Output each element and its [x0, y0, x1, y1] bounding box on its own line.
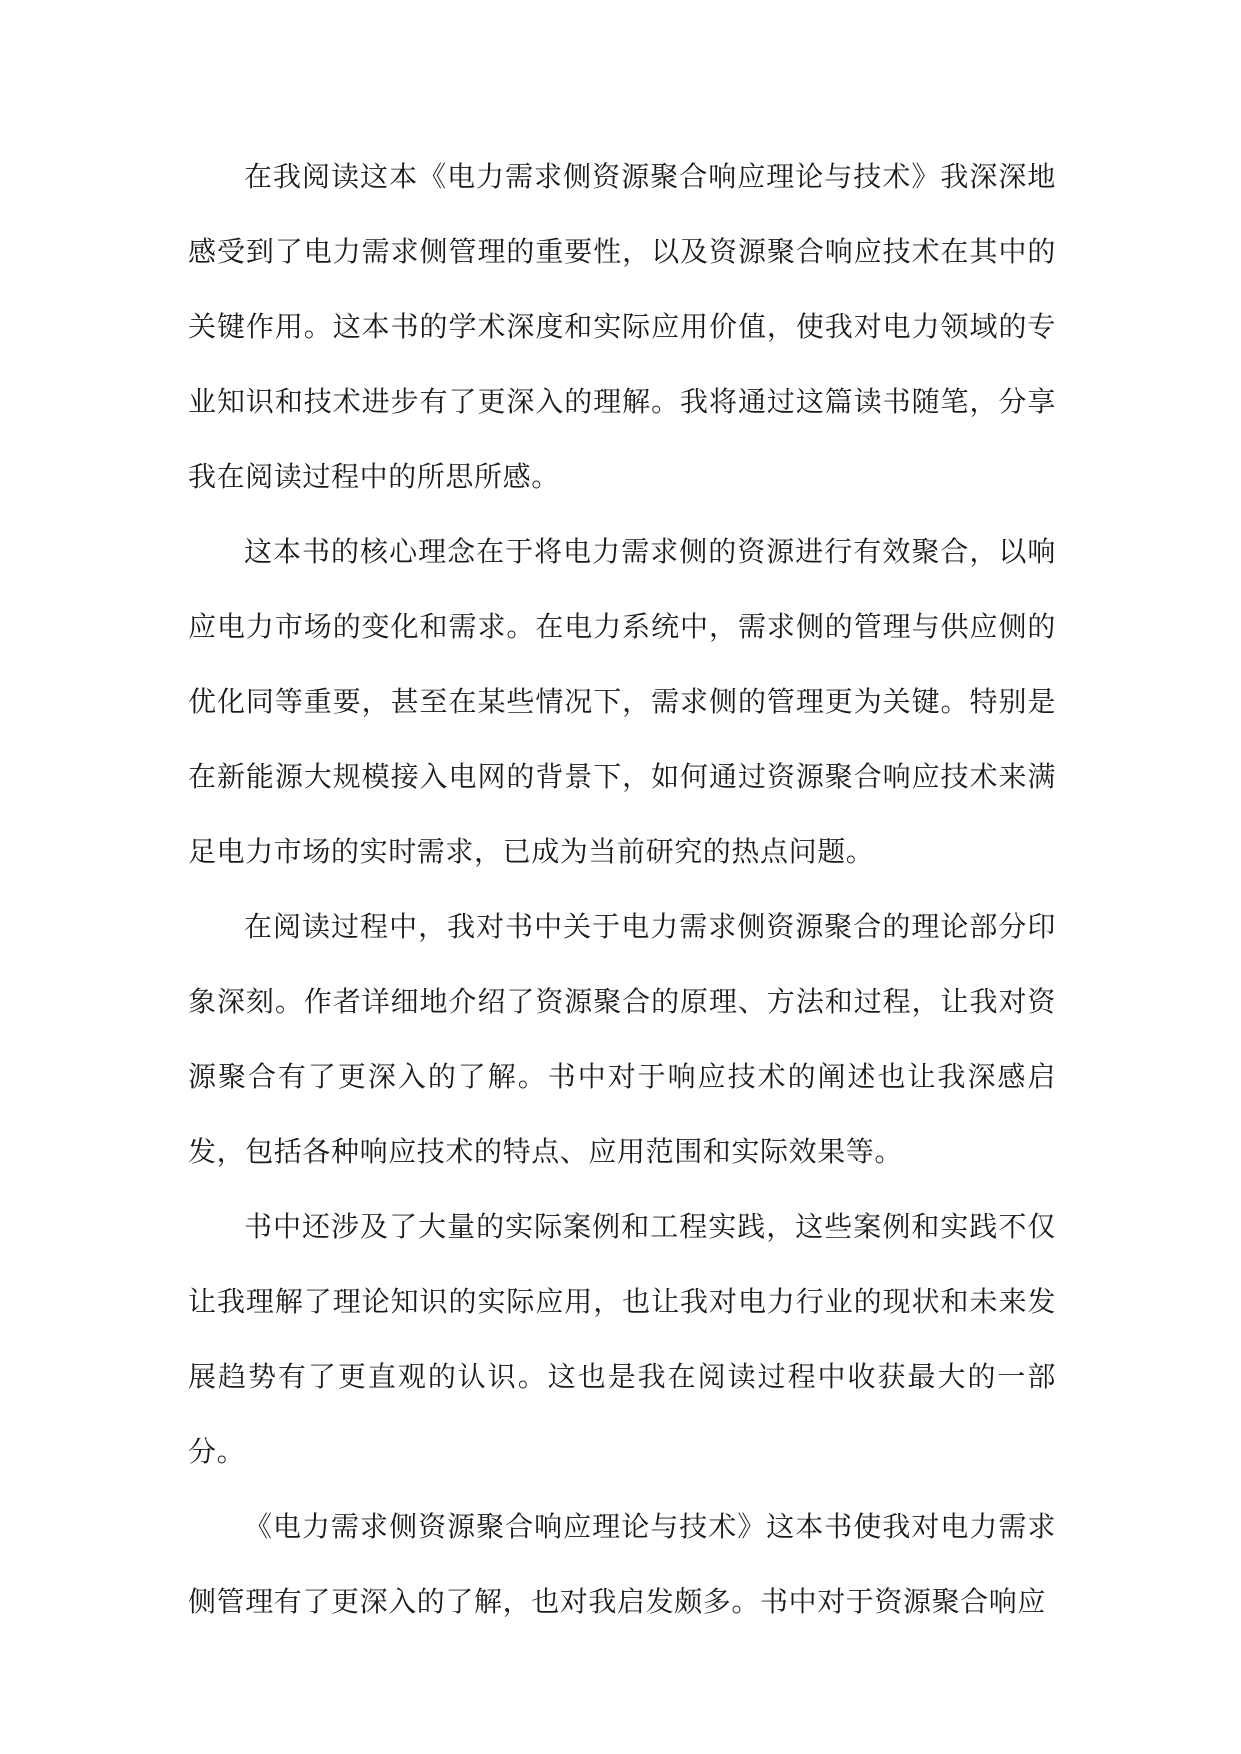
paragraph-2: 这本书的核心理念在于将电力需求侧的资源进行有效聚合，以响应电力市场的变化和需求。在电力系统中，需求侧的管理与供应侧的优化同等重要，甚至在某些情况下，需求侧的管理更为关键。特别是在新能源大规模接入电网的背景下，如何通过资源聚合响应技术来满足电力市场的实时需求，已成为当前研究的热点问题。: [188, 535, 1056, 868]
document-body: [188, 139, 1056, 1639]
paragraph-4: 书中还涉及了大量的实际案例和工程实践，这些案例和实践不仅让我理解了理论知识的实际应用，也让我对电力行业的现状和未来发展趋势有了更直观的认识。这也是我在阅读过程中收获最大的一部分。: [188, 1210, 1056, 1468]
paragraph-5: 《电力需求侧资源聚合响应理论与技术》这本书使我对电力需求侧管理有了更深入的了解，也对我启发颇多。书中对于资源聚合响应: [188, 1510, 1056, 1618]
paragraph-1: 在我阅读这本《电力需求侧资源聚合响应理论与技术》我深深地感受到了电力需求侧管理的重要性，以及资源聚合响应技术在其中的关键作用。这本书的学术深度和实际应用价值，使我对电力领域的专业知识和技术进步有了更深入的理解。我将通过这篇读书随笔，分享我在阅读过程中的所思所感。: [188, 160, 1056, 493]
paragraph-3: 在阅读过程中，我对书中关于电力需求侧资源聚合的理论部分印象深刻。作者详细地介绍了资源聚合的原理、方法和过程，让我对资源聚合有了更深入的了解。书中对于响应技术的阐述也让我深感启发，包括各种响应技术的特点、应用范围和实际效果等。: [188, 910, 1056, 1168]
